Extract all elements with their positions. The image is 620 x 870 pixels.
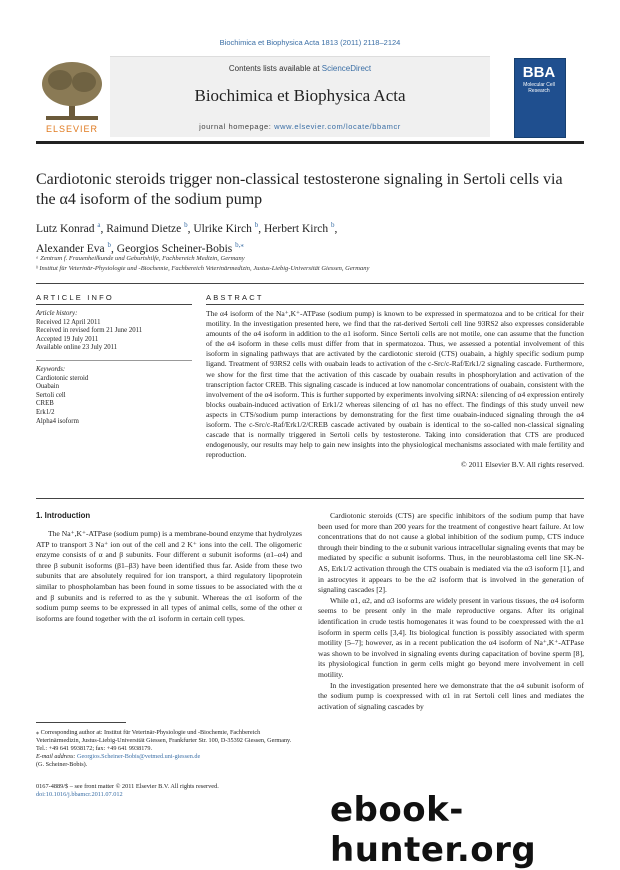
history-item: Received 12 April 2011: [36, 318, 101, 326]
author-affil-mark[interactable]: b: [331, 221, 335, 229]
author-affil-mark[interactable]: b: [254, 221, 259, 229]
contents-prefix: Contents lists available at: [228, 64, 322, 73]
author-list: [36, 217, 584, 257]
author-affil-mark[interactable]: b: [184, 221, 188, 229]
abstract-body: [206, 309, 584, 471]
journal-citation: Biochimica et Biophysica Acta 1813 (2011) 2118–2124: [219, 38, 401, 47]
keyword: Cardiotonic steroid: [36, 374, 89, 382]
author-affil-mark[interactable]: b: [107, 240, 112, 249]
email-link[interactable]: Georgios.Scheiner-Bobis@vetmed.uni-giessen.de: [77, 753, 201, 760]
doi-link[interactable]: doi:10.1016/j.bbamcr.2011.07.012: [36, 791, 123, 798]
cover-title: BBA: [522, 64, 556, 81]
history-label: Article history:: [36, 310, 78, 317]
homepage-url[interactable]: www.elsevier.com/locate/bbamcr: [274, 122, 401, 131]
footnote-text: ⁎ Corresponding author at: Institut für Veterinär-Physiologie und -Biochemie, Fachbereich Veterinärmedizin, Justus-Liebig-Universität Giessen, Frankfurter Str. 100, D-35392 Giessen, Germany. Tel.: +49 641 9938172; fax: +49 641 9938179.: [36, 729, 292, 752]
keywords-list: [36, 366, 192, 426]
body-column-right: [318, 511, 584, 712]
issn-doi-block: [36, 783, 302, 799]
section-heading-introduction: 1. Introduction: [36, 511, 91, 520]
contents-line: [110, 64, 490, 73]
cover-subtitle: Molecular Cell Research: [523, 82, 555, 94]
body-paragraph: While α1, α2, and α3 isoforms are widely present in various tissues, the α4 isoform seems to be present only in the male reproductive organs. After its original identification in crude testis homogenates it was found to be coexpressed with the α1 isoform in sperm cells [3,4]. Its biological function is possibly associated with sperm motility [5–7]; however, as in a recent publication the α4 isoform of Na⁺,K⁺-ATPase was shown to be involved in signaling events during capacitation of bovine sperm [8], its physiological function in germ cells might go beyond mere involvement in cell motility.: [318, 595, 584, 679]
history-item: Available online 23 July 2011: [36, 344, 118, 352]
history-item: Accepted 19 July 2011: [36, 335, 99, 343]
article-title: Cardiotonic steroids trigger non-classical testosterone signaling in Sertoli cells via the α4 isoform of the sodium pump: [36, 171, 563, 208]
author-name: Georgios Scheiner-Bobis: [116, 242, 233, 255]
abstract-rule: [206, 304, 584, 305]
email-suffix: (G. Scheiner-Bobis).: [36, 761, 88, 768]
article-history: [36, 310, 192, 353]
author-affil-mark[interactable]: a: [97, 221, 101, 229]
abstract-copyright: © 2011 Elsevier B.V. All rights reserved.: [461, 460, 584, 470]
abstract-text: The α4 isoform of the Na⁺,K⁺-ATPase (sodium pump) is known to be expressed in spermatozoa and to be critical for their motility. In the investigation presented here, we find that the rat-derived Sertoli cell line 93RS2 also expresses considerable amounts of the α4 isoform in addition to the α1 isoform. Since Sertoli cells are not motile, one can assume that the function of the α4 isoform in these cells must differ from that in spermatozoa. Thus, we assessed a potential involvement of this isoform in signaling pathways that are activated by the cardiotonic steroid (CTS) ouabain, a highly specific sodium pump ligand. Treatment of 93RS2 cells with ouabain leads to activation of the c-Src/c-Raf/Erk1/2 signaling cascade. Furthermore, we show for the first time that the activation of this cascade by ouabain results in phosphorylation and activation of the transcription factor CREB. This signaling cascade is induced at low nanomolar concentrations of ouabain, consistent with the involvement of the α4 isoform. This is further supported by experiments involving siRNA: silencing of α4 expression entirely blocks ouabain-induced activation of Erk1/2 whereas silencing of α1 has no effect. The findings of this study unveil new aspects in CTS/sodium pump interactions by demonstrating for the first time ouabain-induced signaling through the α4 isoform. The c-Src/c-Raf/Erk1/2/CREB cascade activated by ouabain is identical to the so-called non-classical signaling cascade that is normally triggered in Sertoli cells by testosterone. Taking into consideration that CTS are produced endogenously, our results may help to gain new insights into the physiological mechanisms associated with male fertility and reproduction.: [206, 309, 584, 460]
footnote-rule: [36, 722, 126, 723]
author-name: Lutz Konrad: [36, 222, 95, 235]
sciencedirect-link[interactable]: ScienceDirect: [321, 64, 372, 73]
affiliation-b: ᵇ Institut für Veterinär-Physiologie und -Biochemie, Fachbereich Veterinärmedizin, Justus-Liebig-Universität Giessen, Germany: [36, 265, 370, 272]
author-name: Ulrike Kirch: [193, 222, 252, 235]
watermark: ebook-hunter.org: [330, 790, 537, 870]
history-item: Received in revised form 21 June 2011: [36, 327, 143, 335]
keyword: Alpha4 isoform: [36, 417, 79, 425]
email-label: E-mail address:: [36, 753, 78, 760]
issn-line: 0167-4889/$ – see front matter © 2011 Elsevier B.V. All rights reserved.: [36, 783, 219, 790]
affiliation-divider: [36, 283, 584, 284]
author-name: Alexander Eva: [36, 242, 105, 255]
author-affil-mark[interactable]: b,⁎: [235, 240, 244, 249]
elsevier-tree-logo: [36, 60, 108, 134]
corresponding-author-footnote: [36, 729, 302, 769]
info-divider: [36, 360, 192, 361]
header-divider: [36, 141, 584, 144]
keyword: CREB: [36, 400, 54, 408]
keywords-label: Keywords:: [36, 366, 66, 373]
author-line-2: Alexander Eva $^b$, Georgios Scheiner-Bobis $^{b,⁎}$: [36, 240, 244, 255]
body-column-left: [36, 529, 302, 624]
keyword: Sertoli cell: [36, 391, 66, 399]
body-paragraph: The Na⁺,K⁺-ATPase (sodium pump) is a membrane-bound enzyme that hydrolyzes ATP to transport 3 Na⁺ ion out of the cell and 2 K⁺ ions into the cell. The oligomeric enzyme consists of α and β subunits. Four different α subunit isoforms (α1–α4) and three β subunit isoforms (β1–β3) have been identified thus far. Aside from these two subunits that are absolutely required for ion transport, a third regulatory lipoprotein similar to phospholamban has been found in some tissues to be associated with the α and β subunits and is referred to as the γ subunit. Whereas the α1 isoform of the sodium pump seems to be expressed in all types of animal cells, some of the other α isoforms are found together with the α1 isoform in certain cell types.: [36, 529, 302, 623]
homepage-prefix: journal homepage:: [199, 122, 275, 131]
keyword: Ouabain: [36, 383, 60, 391]
journal-homepage: [110, 122, 490, 131]
abstract-divider: [36, 498, 584, 499]
body-paragraph: In the investigation presented here we demonstrate that the α4 subunit isoform of the sodium pump is coexpressed with α1 in rat Sertoli cell lines and mediates the activation of signaling cascades by: [318, 680, 584, 711]
abstract-heading: ABSTRACT: [206, 293, 264, 302]
keyword: Erk1/2: [36, 408, 55, 416]
author-name: Herbert Kirch: [263, 222, 329, 235]
article-info-rule: [36, 304, 192, 305]
affiliation-a: ᵃ Zentrum f. Frauenheilkunde und Geburtshilfe, Fachbereich Medizin, Germany: [36, 255, 245, 262]
body-paragraph: Cardiotonic steroids (CTS) are specific inhibitors of the sodium pump that have been used for more than 200 years for the treatment of congestive heart failure. At low concentrations that do not cause a global inhibition of the sodium pump, CTS induce through their binding to the α subunit various intracellular signaling events that may be mediated by specific α subunit isoforms. Thus, in the neuroblastoma cell line SK-N-AS, Erk1/2 activation through the CTS ouabain is mediated via the α3 isoform [1], and in astrocytes it appears to be the α2 isoform that is involved in the generation of signaling cascades [2].: [318, 511, 584, 595]
author-line-1: Lutz Konrad $^a$, Raimund Dietze $^b$, Ulrike Kirch $^b$, Herbert Kirch $^b$,: [36, 221, 338, 235]
article-info-heading: ARTICLE INFO: [36, 293, 114, 302]
publisher-logo-text: ELSEVIER: [45, 124, 99, 134]
author-name: Raimund Dietze: [106, 222, 182, 235]
journal-name: Biochimica et Biophysica Acta: [194, 86, 406, 105]
